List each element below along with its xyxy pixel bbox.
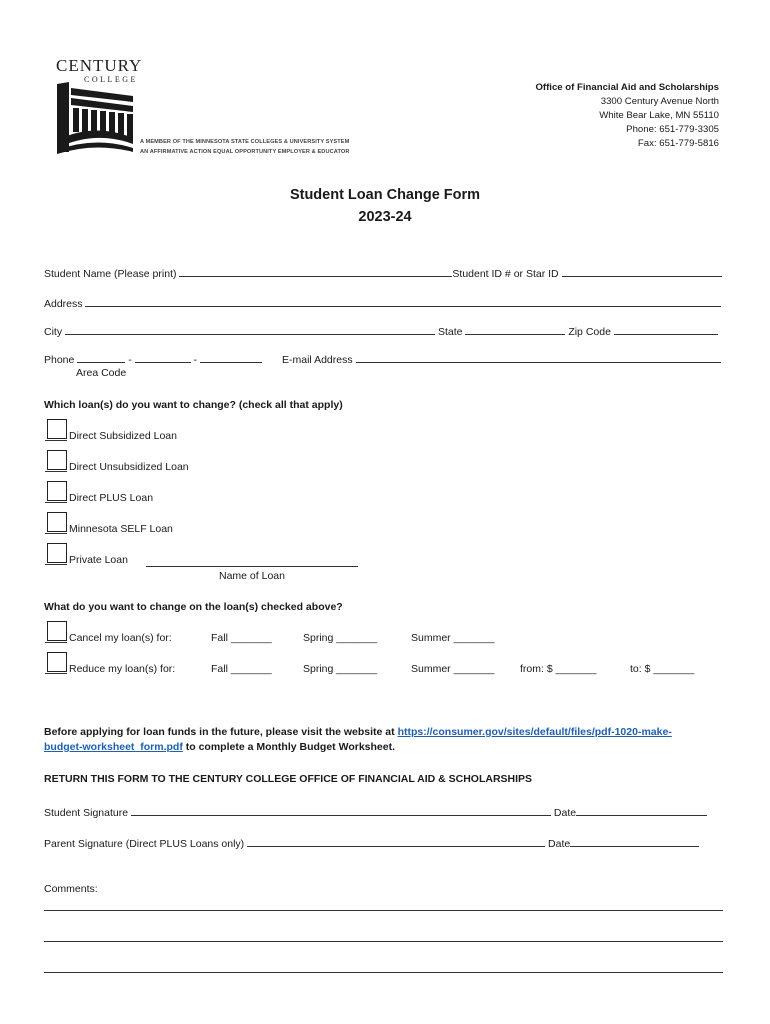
- address-label: Address: [44, 298, 83, 310]
- return-instructions: RETURN THIS FORM TO THE CENTURY COLLEGE OFFICE OF FINANCIAL AID & SCHOLARSHIPS: [44, 773, 533, 785]
- loan-underline: [45, 440, 67, 441]
- reduce-summer-field[interactable]: Summer _______: [411, 663, 495, 675]
- student-date-field[interactable]: [576, 805, 707, 816]
- student-signature-field[interactable]: [131, 805, 551, 816]
- form-year: 2023-24: [358, 209, 412, 225]
- comments-line-2[interactable]: [44, 941, 723, 942]
- state-field[interactable]: [465, 324, 565, 335]
- office-phone: Phone: 651-779-3305: [626, 124, 719, 135]
- student-signature-row: [44, 805, 707, 819]
- phone-line-field[interactable]: [200, 352, 262, 363]
- parent-signature-field[interactable]: [247, 836, 545, 847]
- change-question: What do you want to change on the loan(s) checked above?: [44, 601, 343, 613]
- student-name-row: [44, 266, 722, 280]
- parent-date-field[interactable]: [570, 836, 699, 847]
- email-row: [282, 352, 721, 366]
- loan-underline: [45, 471, 67, 472]
- cancel-summer-field[interactable]: Summer _______: [411, 632, 495, 644]
- comments-line-1[interactable]: [44, 910, 723, 911]
- parent-signature-label: Parent Signature (Direct PLUS Loans only): [44, 838, 245, 850]
- zip-field[interactable]: [614, 324, 718, 335]
- city-label: City: [44, 326, 63, 338]
- form-title: Student Loan Change Form: [289, 187, 481, 203]
- member-line-1: A MEMBER OF THE MINNESOTA STATE COLLEGES & UNIVERSITY SYSTEM: [140, 139, 350, 145]
- loan-underline: [45, 533, 67, 534]
- student-date-label: Date: [553, 807, 577, 819]
- logo-word-century: CENTURY: [56, 56, 143, 75]
- comments-line-3[interactable]: [44, 972, 723, 973]
- loans-question: Which loan(s) do you want to change? (check all that apply): [44, 399, 343, 411]
- member-line-2: AN AFFIRMATIVE ACTION EQUAL OPPORTUNITY EMPLOYER & EDUCATOR: [140, 149, 350, 155]
- address-field[interactable]: [85, 296, 721, 307]
- loan-label-subsidized: Direct Subsidized Loan: [69, 430, 177, 442]
- email-field[interactable]: [356, 352, 721, 363]
- phone-label: Phone: [44, 354, 75, 366]
- parent-date-label: Date: [548, 838, 571, 850]
- office-address-line1: 3300 Century Avenue North: [600, 96, 719, 107]
- cancel-checkbox[interactable]: [47, 621, 67, 641]
- loan-checkbox-self[interactable]: [47, 512, 67, 532]
- loan-underline: [45, 564, 67, 565]
- building-logo-icon: [55, 82, 135, 154]
- loan-label-unsubsidized: Direct Unsubsidized Loan: [69, 461, 189, 473]
- office-fax: Fax: 651-779-5816: [637, 138, 719, 149]
- private-loan-name-field[interactable]: [146, 566, 358, 567]
- city-row: [44, 324, 718, 338]
- loan-label-private: Private Loan: [69, 554, 128, 566]
- budget-note-line2: [44, 741, 395, 753]
- budget-note-after: to complete a Monthly Budget Worksheet.: [182, 741, 396, 753]
- reduce-from-field[interactable]: from: $ _______: [520, 663, 597, 675]
- student-signature-label: Student Signature: [44, 807, 129, 819]
- change-underline: [45, 673, 67, 674]
- loan-checkbox-unsubsidized[interactable]: [47, 450, 67, 470]
- reduce-checkbox[interactable]: [47, 652, 67, 672]
- office-info: [535, 81, 719, 151]
- phone-row: Phone - -: [44, 352, 262, 366]
- reduce-spring-field[interactable]: Spring _______: [303, 663, 378, 675]
- budget-worksheet-link[interactable]: https://consumer.gov/sites/default/files/pdf-1020-make-: [397, 726, 672, 738]
- loan-checkbox-subsidized[interactable]: [47, 419, 67, 439]
- phone-area-field[interactable]: [77, 352, 125, 363]
- loan-label-plus: Direct PLUS Loan: [69, 492, 154, 504]
- name-of-loan-label: Name of Loan: [219, 570, 285, 582]
- phone-prefix-field[interactable]: [135, 352, 191, 363]
- address-row: [44, 296, 721, 310]
- loan-underline: [45, 502, 67, 503]
- budget-worksheet-link-cont[interactable]: budget-worksheet_form.pdf: [44, 741, 183, 753]
- comments-label: Comments:: [44, 883, 98, 895]
- budget-note-line1: [44, 726, 672, 738]
- student-id-field[interactable]: [562, 266, 722, 277]
- loan-checkbox-plus[interactable]: [47, 481, 67, 501]
- loan-label-self: Minnesota SELF Loan: [69, 523, 173, 535]
- area-code-label: Area Code: [76, 367, 127, 379]
- loan-checkbox-private[interactable]: [47, 543, 67, 563]
- logo-word-college: COLLEGE: [84, 75, 138, 84]
- office-address-line2: White Bear Lake, MN 55110: [599, 110, 719, 121]
- cancel-fall-field[interactable]: Fall _______: [211, 632, 272, 644]
- zip-label: Zip Code: [568, 326, 611, 338]
- cancel-label: Cancel my loan(s) for:: [69, 632, 172, 644]
- reduce-fall-field[interactable]: Fall _______: [211, 663, 272, 675]
- cancel-spring-field[interactable]: Spring _______: [303, 632, 378, 644]
- city-field[interactable]: [65, 324, 435, 335]
- budget-note-text: Before applying for loan funds in the future, please visit the website at: [44, 726, 398, 738]
- state-label: State: [437, 326, 463, 338]
- student-name-field[interactable]: [179, 266, 452, 277]
- student-name-label: Student Name (Please print): [44, 268, 177, 280]
- office-name: Office of Financial Aid and Scholarships: [535, 82, 719, 93]
- change-underline: [45, 642, 67, 643]
- email-label: E-mail Address: [282, 354, 353, 366]
- student-id-label: Student ID # or Star ID: [452, 268, 559, 280]
- parent-signature-row: [44, 836, 699, 850]
- reduce-label: Reduce my loan(s) for:: [69, 663, 176, 675]
- reduce-to-field[interactable]: to: $ _______: [630, 663, 695, 675]
